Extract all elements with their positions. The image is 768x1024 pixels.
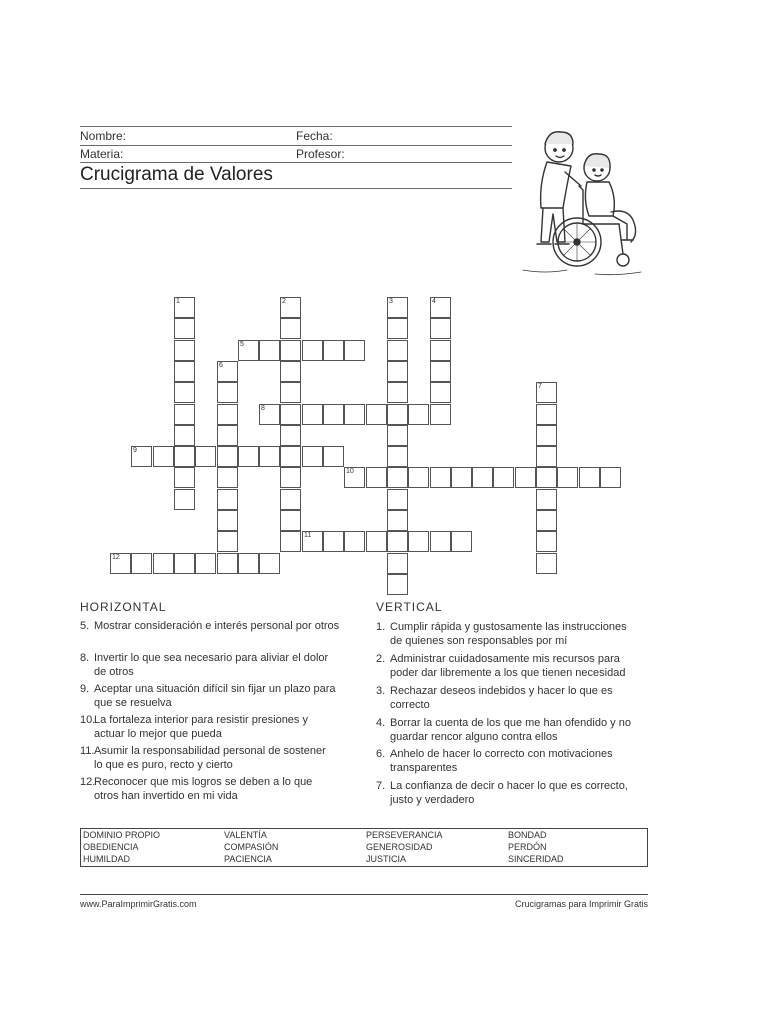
crossword-cell[interactable] bbox=[430, 340, 451, 361]
clue-number-label: 3. bbox=[376, 685, 386, 697]
fecha-label: Fecha: bbox=[296, 129, 333, 143]
crossword-cell[interactable] bbox=[280, 425, 301, 446]
word-bank-item: PERSEVERANCIA bbox=[366, 830, 443, 840]
crossword-cell[interactable] bbox=[238, 553, 259, 574]
crossword-cell[interactable] bbox=[153, 553, 174, 574]
crossword-cell[interactable] bbox=[366, 467, 387, 488]
crossword-cell[interactable] bbox=[408, 467, 429, 488]
crossword-cell[interactable] bbox=[174, 553, 195, 574]
crossword-cell[interactable] bbox=[472, 467, 493, 488]
vertical-clue bbox=[376, 747, 646, 775]
crossword-cell[interactable] bbox=[323, 404, 344, 425]
crossword-cell[interactable] bbox=[600, 467, 621, 488]
clue-number-label: 11. bbox=[80, 745, 95, 757]
clue-text: actuar lo mejor que pueda bbox=[94, 728, 222, 740]
crossword-cell[interactable] bbox=[280, 382, 301, 403]
crossword-cell[interactable] bbox=[430, 318, 451, 339]
crossword-cell[interactable] bbox=[387, 510, 408, 531]
clue-text: Invertir lo que sea necesario para aliviar el dolor bbox=[94, 652, 329, 664]
crossword-cell[interactable] bbox=[280, 467, 301, 488]
materia-rule bbox=[80, 162, 512, 163]
materia-label: Materia: bbox=[80, 147, 124, 161]
clue-number-label: 4. bbox=[376, 717, 386, 729]
word-bank-item: JUSTICIA bbox=[366, 854, 407, 864]
crossword-cell[interactable] bbox=[430, 531, 451, 552]
crossword-cell[interactable] bbox=[366, 531, 387, 552]
crossword-cell[interactable] bbox=[280, 361, 301, 382]
clue-text: correcto bbox=[390, 699, 430, 711]
clue-number: 1 bbox=[176, 298, 180, 305]
crossword-cell[interactable] bbox=[259, 404, 280, 425]
crossword-cell[interactable] bbox=[323, 531, 344, 552]
horizontal-clue bbox=[80, 619, 350, 633]
crossword-cell[interactable] bbox=[217, 382, 238, 403]
clue-number: 5 bbox=[240, 341, 244, 348]
clue-number: 2 bbox=[282, 298, 286, 305]
clue-text: Mostrar consideración e interés personal por otros bbox=[94, 620, 340, 632]
crossword-cell[interactable] bbox=[387, 489, 408, 510]
page-title: Crucigrama de Valores bbox=[80, 164, 273, 185]
clue-number-label: 2. bbox=[376, 653, 386, 665]
crossword-cell[interactable] bbox=[387, 340, 408, 361]
horizontal-clue bbox=[80, 713, 350, 741]
crossword-cell[interactable] bbox=[536, 425, 557, 446]
crossword-cell[interactable] bbox=[536, 489, 557, 510]
clue-number: 4 bbox=[432, 298, 436, 305]
crossword-cell[interactable] bbox=[515, 467, 536, 488]
vertical-heading: VERTICAL bbox=[376, 600, 443, 614]
crossword-cell[interactable] bbox=[408, 404, 429, 425]
crossword-cell[interactable] bbox=[536, 510, 557, 531]
crossword-cell[interactable] bbox=[387, 361, 408, 382]
crossword-cell[interactable] bbox=[280, 318, 301, 339]
crossword-cell[interactable] bbox=[174, 297, 195, 318]
crossword-cell[interactable] bbox=[174, 404, 195, 425]
horizontal-clue bbox=[80, 744, 350, 772]
clue-text: La fortaleza interior para resistir presiones y bbox=[94, 714, 308, 726]
clue-number-label: 9. bbox=[80, 683, 90, 695]
clue-number-label: 7. bbox=[376, 780, 386, 792]
clue-number: 8 bbox=[261, 405, 265, 412]
vertical-clue bbox=[376, 620, 646, 648]
clue-text: Cumplir rápida y gustosamente las instrucciones bbox=[390, 621, 627, 633]
word-bank-item: PACIENCIA bbox=[224, 854, 272, 864]
crossword-cell[interactable] bbox=[536, 404, 557, 425]
clue-text: poder dar libremente a los que tienen necesidad bbox=[390, 667, 626, 679]
clue-number-label: 10. bbox=[80, 714, 96, 726]
vertical-clue bbox=[376, 779, 646, 807]
crossword-cell[interactable] bbox=[387, 574, 408, 595]
clue-number: 7 bbox=[538, 383, 542, 390]
crossword-cell[interactable] bbox=[387, 553, 408, 574]
crossword-cell[interactable] bbox=[131, 446, 152, 467]
crossword-cell[interactable] bbox=[344, 340, 365, 361]
crossword-cell[interactable] bbox=[174, 425, 195, 446]
crossword-cell[interactable] bbox=[451, 467, 472, 488]
crossword-cell[interactable] bbox=[195, 553, 216, 574]
crossword-cell[interactable] bbox=[387, 318, 408, 339]
crossword-cell[interactable] bbox=[302, 531, 323, 552]
clue-number-label: 8. bbox=[80, 652, 90, 664]
clue-number-label: 6. bbox=[376, 748, 386, 760]
profesor-label: Profesor: bbox=[296, 147, 345, 161]
clue-number-label: 5. bbox=[80, 620, 90, 632]
crossword-cell[interactable] bbox=[238, 340, 259, 361]
crossword-cell[interactable] bbox=[536, 531, 557, 552]
clue-text: Rechazar deseos indebidos y hacer lo que es bbox=[390, 685, 613, 697]
crossword-cell[interactable] bbox=[430, 382, 451, 403]
crossword-cell[interactable] bbox=[280, 489, 301, 510]
crossword-cell[interactable] bbox=[430, 297, 451, 318]
crossword-cell[interactable] bbox=[536, 467, 557, 488]
word-bank-item: OBEDIENCIA bbox=[83, 842, 139, 852]
crossword-cell[interactable] bbox=[387, 404, 408, 425]
word-bank-item: VALENTÍA bbox=[224, 830, 267, 840]
crossword-cell[interactable] bbox=[557, 467, 578, 488]
clue-text: Asumir la responsabilidad personal de sostener bbox=[94, 745, 326, 757]
crossword-cell[interactable] bbox=[280, 531, 301, 552]
horizontal-clue bbox=[80, 651, 350, 679]
crossword-cell[interactable] bbox=[302, 404, 323, 425]
clue-number: 3 bbox=[389, 298, 393, 305]
clue-text: Administrar cuidadosamente mis recursos para bbox=[390, 653, 620, 665]
clue-number: 6 bbox=[219, 362, 223, 369]
word-bank-item: COMPASIÓN bbox=[224, 842, 279, 852]
clue-number: 10 bbox=[346, 468, 354, 475]
crossword-cell[interactable] bbox=[430, 467, 451, 488]
crossword-cell[interactable] bbox=[217, 446, 238, 467]
clue-text: otros han invertido en mi vida bbox=[94, 790, 238, 802]
crossword-cell[interactable] bbox=[408, 531, 429, 552]
crossword-cell[interactable] bbox=[323, 446, 344, 467]
horizontal-clue bbox=[80, 775, 350, 803]
clue-number-label: 1. bbox=[376, 621, 386, 633]
word-bank-item: GENEROSIDAD bbox=[366, 842, 433, 852]
crossword-cell[interactable] bbox=[217, 404, 238, 425]
title-rule bbox=[80, 188, 512, 189]
crossword-cell[interactable] bbox=[366, 404, 387, 425]
clue-text: de quienes son responsables por mí bbox=[390, 635, 568, 647]
crossword-cell[interactable] bbox=[280, 297, 301, 318]
clue-number-label: 12. bbox=[80, 776, 96, 788]
word-bank-item: BONDAD bbox=[508, 830, 547, 840]
crossword-cell[interactable] bbox=[451, 531, 472, 552]
clue-text: Borrar la cuenta de los que me han ofendido y no bbox=[390, 717, 631, 729]
crossword-cell[interactable] bbox=[302, 446, 323, 467]
children-wheelchair-illustration bbox=[515, 124, 651, 284]
clue-text: La confianza de decir o hacer lo que es correcto, bbox=[390, 780, 628, 792]
crossword-cell[interactable] bbox=[259, 446, 280, 467]
clue-text: Reconocer que mis logros se deben a lo que bbox=[94, 776, 313, 788]
horizontal-clue bbox=[80, 682, 350, 710]
clue-text: Anhelo de hacer lo correcto con motivaciones bbox=[390, 748, 613, 760]
crossword-cell[interactable] bbox=[174, 446, 195, 467]
crossword-cell[interactable] bbox=[280, 510, 301, 531]
crossword-cell[interactable] bbox=[217, 425, 238, 446]
clue-text: transparentes bbox=[390, 762, 458, 774]
vertical-clue bbox=[376, 716, 646, 744]
crossword-cell[interactable] bbox=[387, 467, 408, 488]
crossword-cell[interactable] bbox=[536, 446, 557, 467]
word-bank-item: HUMILDAD bbox=[83, 854, 131, 864]
crossword-cell[interactable] bbox=[387, 446, 408, 467]
crossword-cell[interactable] bbox=[387, 382, 408, 403]
crossword-cell[interactable] bbox=[536, 382, 557, 403]
crossword-cell[interactable] bbox=[153, 446, 174, 467]
clue-text: guardar rencor alguno contra ellos bbox=[390, 731, 558, 743]
crossword-cell[interactable] bbox=[280, 340, 301, 361]
crossword-cell[interactable] bbox=[217, 489, 238, 510]
crossword-cell[interactable] bbox=[344, 467, 365, 488]
footer-tagline: Crucigramas para Imprimir Gratis bbox=[514, 899, 648, 909]
nombre-label: Nombre: bbox=[80, 129, 127, 143]
crossword-cell[interactable] bbox=[174, 489, 195, 510]
crossword-cell[interactable] bbox=[387, 531, 408, 552]
crossword-cell[interactable] bbox=[344, 531, 365, 552]
crossword-cell[interactable] bbox=[259, 340, 280, 361]
crossword-cell[interactable] bbox=[238, 446, 259, 467]
crossword-cell[interactable] bbox=[217, 531, 238, 552]
crossword-cell[interactable] bbox=[174, 318, 195, 339]
word-bank-item: DOMINIO PROPIO bbox=[83, 830, 161, 840]
crossword-cell[interactable] bbox=[430, 361, 451, 382]
crossword-cell[interactable] bbox=[430, 404, 451, 425]
footer-rule bbox=[80, 894, 648, 895]
crossword-cell[interactable] bbox=[131, 553, 152, 574]
crossword-cell[interactable] bbox=[217, 510, 238, 531]
clue-text: que se resuelva bbox=[94, 697, 172, 709]
crossword-cell[interactable] bbox=[536, 553, 557, 574]
clue-number: 9 bbox=[133, 447, 137, 454]
nombre-rule bbox=[80, 145, 512, 146]
crossword-cell[interactable] bbox=[174, 361, 195, 382]
clue-text: lo que es puro, recto y cierto bbox=[94, 759, 233, 771]
crossword-cell[interactable] bbox=[217, 467, 238, 488]
crossword-cell[interactable] bbox=[217, 361, 238, 382]
crossword-cell[interactable] bbox=[344, 404, 365, 425]
vertical-clue bbox=[376, 684, 646, 712]
clue-number: 12 bbox=[112, 554, 120, 561]
clue-number: 11 bbox=[304, 532, 312, 539]
crossword-cell[interactable] bbox=[387, 297, 408, 318]
crossword-cell[interactable] bbox=[217, 553, 238, 574]
crossword-cell[interactable] bbox=[174, 340, 195, 361]
crossword-cell[interactable] bbox=[323, 340, 344, 361]
crossword-cell[interactable] bbox=[493, 467, 514, 488]
crossword-cell[interactable] bbox=[174, 467, 195, 488]
word-bank-item: PERDÓN bbox=[508, 842, 547, 852]
clue-text: de otros bbox=[94, 666, 134, 678]
crossword-cell[interactable] bbox=[195, 446, 216, 467]
vertical-clue bbox=[376, 652, 646, 680]
clue-text: Aceptar una situación difícil sin fijar un plazo para bbox=[94, 683, 336, 695]
crossword-cell[interactable] bbox=[110, 553, 131, 574]
crossword-cell[interactable] bbox=[302, 340, 323, 361]
crossword-cell[interactable] bbox=[387, 425, 408, 446]
crossword-cell[interactable] bbox=[579, 467, 600, 488]
word-bank-item: SINCERIDAD bbox=[508, 854, 564, 864]
crossword-cell[interactable] bbox=[280, 446, 301, 467]
crossword-cell[interactable] bbox=[259, 553, 280, 574]
crossword-cell[interactable] bbox=[280, 404, 301, 425]
header-top-rule bbox=[80, 126, 512, 127]
horizontal-heading: HORIZONTAL bbox=[80, 600, 167, 614]
crossword-cell[interactable] bbox=[174, 382, 195, 403]
footer-website: www.ParaImprimirGratis.com bbox=[80, 899, 197, 909]
clue-text: justo y verdadero bbox=[390, 794, 475, 806]
